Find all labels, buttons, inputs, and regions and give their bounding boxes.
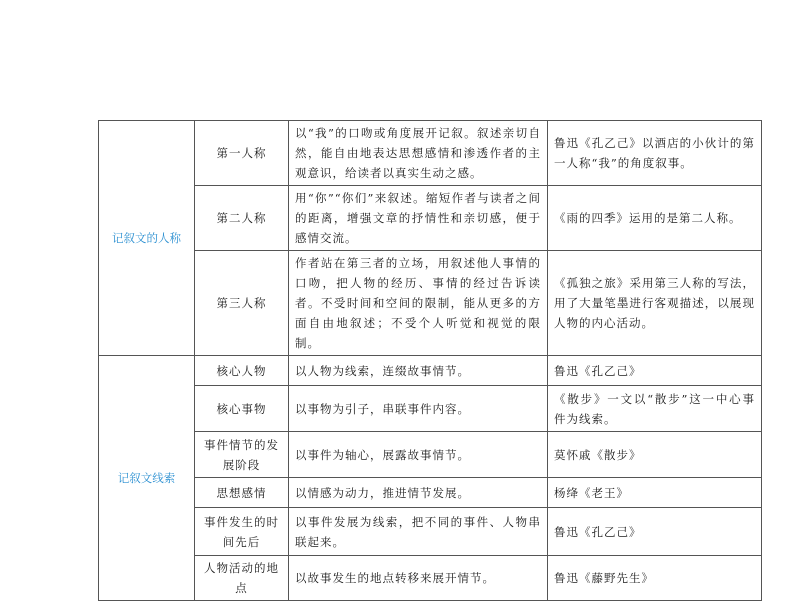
row-label: 人物活动的地点	[195, 556, 289, 601]
row-description: 以人物为线索，连缀故事情节。	[289, 356, 548, 386]
row-label: 事件发生的时间先后	[195, 508, 289, 556]
row-label: 第一人称	[195, 121, 289, 186]
row-description: 以情感为动力，推进情节发展。	[289, 478, 548, 508]
row-example: 鲁迅《孔乙己》	[548, 508, 762, 556]
row-description: 以“我”的口吻或角度展开记叙。叙述亲切自然，能自由地表达思想感情和渗透作者的主观意识，给读者以真实生动之感。	[289, 121, 548, 186]
table-row	[99, 478, 762, 508]
row-example: 莫怀戚《散步》	[548, 432, 762, 478]
table-row	[99, 186, 762, 251]
category-narrative-clue: 记叙文线索	[99, 356, 195, 601]
table-row	[99, 556, 762, 601]
row-description: 以事物为引子，串联事件内容。	[289, 386, 548, 432]
row-label: 事件情节的发展阶段	[195, 432, 289, 478]
table-row	[99, 356, 762, 386]
category-narrative-person: 记叙文的人称	[99, 121, 195, 356]
row-example: 《散步》一文以“散步”这一中心事件为线索。	[548, 386, 762, 432]
row-label: 第三人称	[195, 251, 289, 356]
row-description: 以事件发展为线索，把不同的事件、人物串联起来。	[289, 508, 548, 556]
table-row	[99, 121, 762, 186]
table-row	[99, 432, 762, 478]
row-description: 作者站在第三者的立场，用叙述他人事情的口吻，把人物的经历、事情的经过告诉读者。不受时间和空间的限制，能从更多的方面自由地叙述；不受个人听觉和视觉的限制。	[289, 251, 548, 356]
row-example: 《雨的四季》运用的是第二人称。	[548, 186, 762, 251]
row-label: 思想感情	[195, 478, 289, 508]
row-label: 核心事物	[195, 386, 289, 432]
row-example: 杨绛《老王》	[548, 478, 762, 508]
row-description: 用“你”“你们”来叙述。缩短作者与读者之间的距离，增强文章的抒情性和亲切感，便于感情交流。	[289, 186, 548, 251]
row-example: 鲁迅《孔乙己》以酒店的小伙计的第一人称“我”的角度叙事。	[548, 121, 762, 186]
row-label: 第二人称	[195, 186, 289, 251]
row-description: 以故事发生的地点转移来展开情节。	[289, 556, 548, 601]
narrative-table	[98, 120, 762, 601]
row-label: 核心人物	[195, 356, 289, 386]
row-example: 鲁迅《孔乙己》	[548, 356, 762, 386]
row-example: 《孤独之旅》采用第三人称的写法，用了大量笔墨进行客观描述，以展现人物的内心活动。	[548, 251, 762, 356]
table-row	[99, 386, 762, 432]
row-description: 以事件为轴心，展露故事情节。	[289, 432, 548, 478]
table-row	[99, 251, 762, 356]
row-example: 鲁迅《藤野先生》	[548, 556, 762, 601]
table-row	[99, 508, 762, 556]
